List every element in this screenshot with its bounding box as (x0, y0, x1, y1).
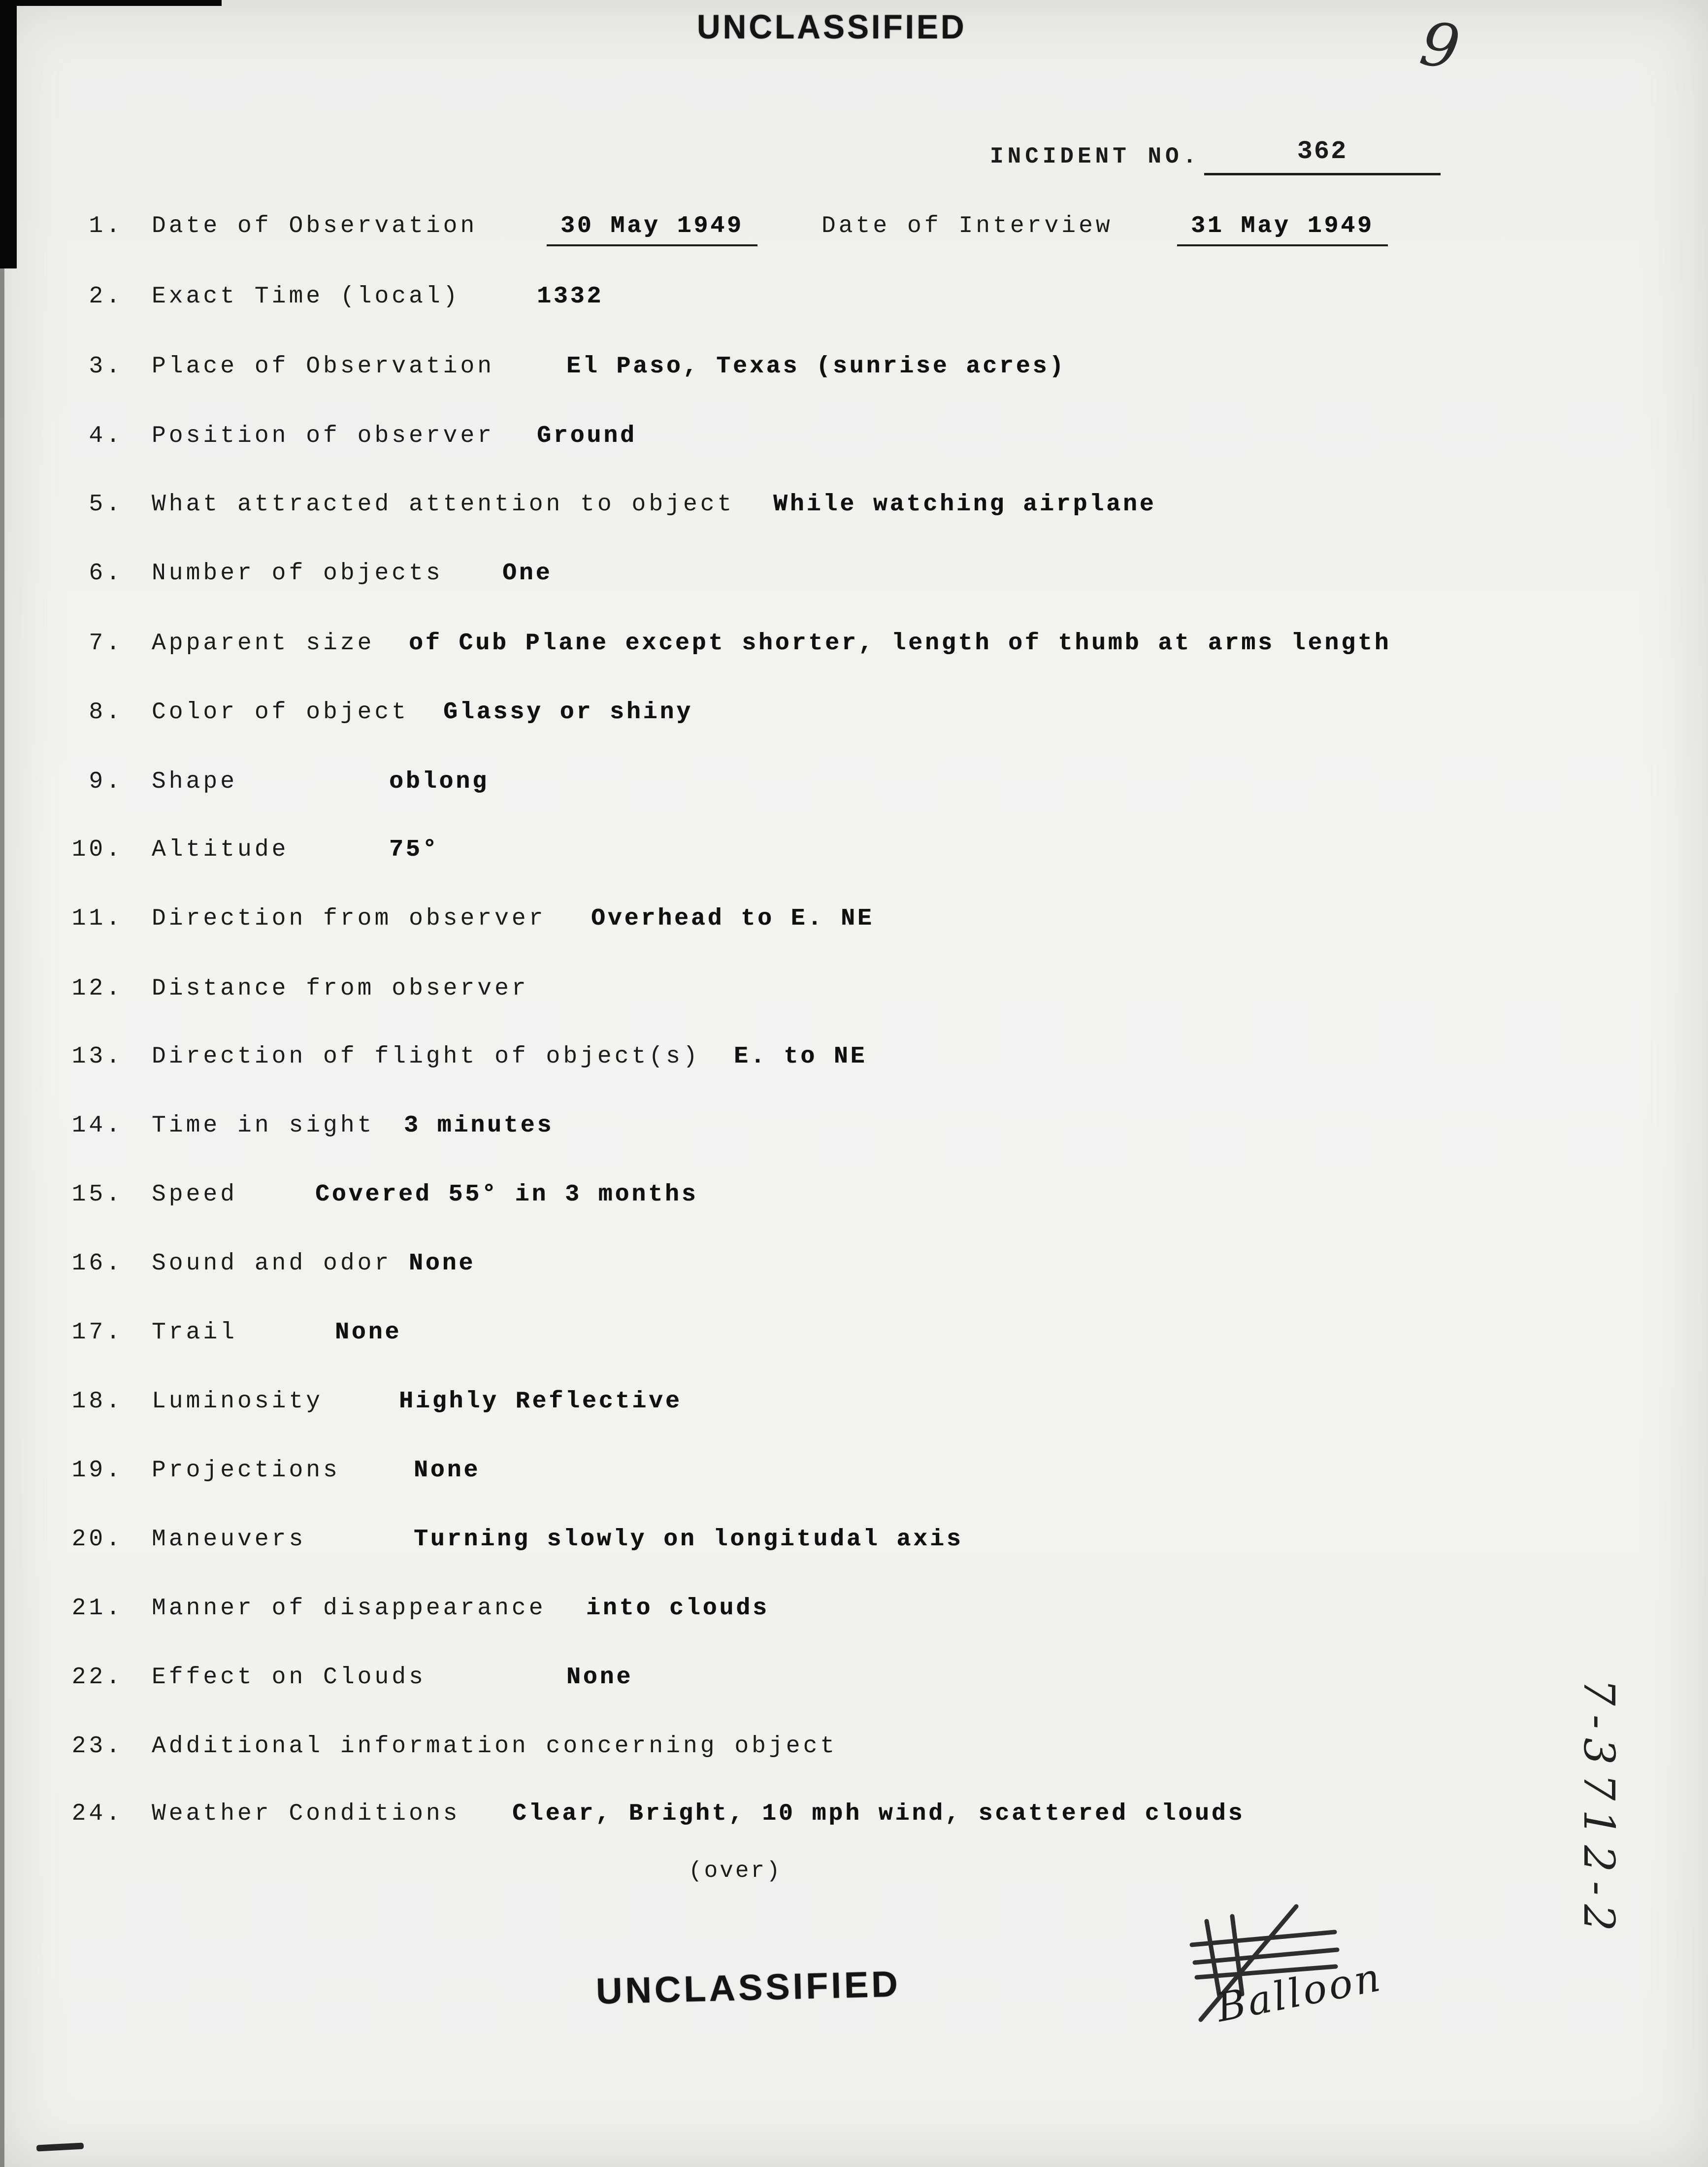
field-label: Trail (152, 1319, 238, 1346)
form-row (0, 699, 1708, 761)
item-number: 14. (71, 1112, 123, 1139)
field-value: of Cub Plane except shorter, length of thumb at arms length (409, 630, 1391, 657)
field-label: Effect on Clouds (152, 1664, 426, 1691)
item-number: 12. (71, 975, 123, 1002)
field-label: Exact Time (local) (152, 283, 460, 310)
handwritten-file-number: 7-3712-2 (1574, 1679, 1623, 1940)
field-label: Distance from observer (152, 975, 529, 1002)
field-label: Maneuvers (152, 1526, 306, 1553)
field-value: None (409, 1250, 476, 1277)
field-label: Speed (152, 1181, 238, 1208)
item-number: 1. (89, 213, 123, 239)
incident-no-label: INCIDENT NO. (990, 144, 1201, 169)
form-row (0, 1526, 1708, 1588)
field-value: Ground (537, 423, 637, 449)
form-row (0, 1043, 1708, 1105)
field-value: Turning slowly on longitudal axis (414, 1526, 963, 1553)
form-row (0, 975, 1708, 1037)
item-number: 13. (71, 1043, 123, 1070)
field-label: Apparent size (152, 630, 375, 657)
field-value: 3 minutes (404, 1112, 554, 1139)
form-row (0, 560, 1708, 622)
field-value: E. to NE (734, 1043, 867, 1070)
item-number: 16. (71, 1250, 123, 1277)
field-label: Number of objects (152, 560, 443, 587)
field-value: oblong (389, 768, 489, 795)
item-number: 19. (71, 1457, 123, 1484)
form-row (0, 353, 1708, 415)
field-label: Place of Observation (152, 353, 495, 380)
classification-stamp-top: UNCLASSIFIED (697, 7, 967, 46)
incident-no-value: 362 (1204, 137, 1441, 175)
field-value: 30 May 1949 (547, 213, 757, 246)
item-number: 10. (71, 836, 123, 863)
field-value: Glassy or shiny (443, 699, 693, 726)
form-row (0, 1388, 1708, 1450)
form-row (0, 1319, 1708, 1381)
form-row (0, 423, 1708, 484)
item-number: 24. (71, 1800, 123, 1827)
field-label: Additional information concerning object (152, 1733, 838, 1760)
scan-edge-artifact (36, 2142, 84, 2151)
field-label: Time in sight (152, 1112, 375, 1139)
form-row (0, 836, 1708, 898)
over-note: (over) (689, 1858, 782, 1884)
item-number: 7. (89, 630, 123, 657)
item-number: 3. (89, 353, 123, 380)
item-number: 6. (89, 560, 123, 587)
field-value: Highly Reflective (399, 1388, 682, 1415)
item-number: 20. (71, 1526, 123, 1553)
form-row (0, 630, 1708, 692)
field-label: Weather Conditions (152, 1800, 460, 1827)
field-label: Sound and odor (152, 1250, 392, 1277)
form-row (0, 491, 1708, 553)
scan-edge-artifact (0, 0, 222, 6)
form-row (0, 1664, 1708, 1726)
handwritten-balloon-note: Balloon (1213, 1954, 1386, 2031)
field-value: None (414, 1457, 481, 1484)
form-row (0, 283, 1708, 345)
form-row (0, 768, 1708, 830)
item-number: 4. (89, 423, 123, 449)
form-row (0, 1112, 1708, 1174)
field-label: Position of observer (152, 423, 495, 449)
field-value: into clouds (586, 1595, 769, 1622)
form-row (0, 1250, 1708, 1312)
form-row (0, 905, 1708, 967)
item-number: 2. (89, 283, 123, 310)
form-row (0, 1595, 1708, 1657)
form-row (0, 1181, 1708, 1243)
item-number: 22. (71, 1664, 123, 1691)
item-number: 5. (89, 491, 123, 518)
field-value: One (502, 560, 553, 587)
field-value: El Paso, Texas (sunrise acres) (566, 353, 1066, 380)
field-label: Luminosity (152, 1388, 324, 1415)
item-number: 11. (71, 905, 123, 932)
field-value: None (335, 1319, 402, 1346)
field-label: Shape (152, 768, 238, 795)
field-label: Color of object (152, 699, 409, 726)
field-value: Clear, Bright, 10 mph wind, scattered clouds (512, 1800, 1245, 1827)
item-number: 23. (71, 1733, 123, 1760)
field-value: While watching airplane (773, 491, 1156, 518)
field-value: Overhead to E. NE (591, 905, 874, 932)
form-row (0, 213, 1708, 274)
field-value: 75° (389, 836, 439, 863)
form-row (0, 1800, 1708, 1862)
item-number: 18. (71, 1388, 123, 1415)
field-label: Altitude (152, 836, 289, 863)
item-number: 9. (89, 768, 123, 795)
field-label: Date of Interview (821, 213, 1113, 239)
field-label: Direction from observer (152, 905, 546, 932)
item-number: 21. (71, 1595, 123, 1622)
form-row (0, 1733, 1708, 1795)
classification-stamp-bottom: UNCLASSIFIED (595, 1963, 901, 2012)
field-label: Manner of disappearance (152, 1595, 546, 1622)
field-value: None (566, 1664, 633, 1691)
item-number: 15. (71, 1181, 123, 1208)
field-label: Direction of flight of object(s) (152, 1043, 700, 1070)
field-value: 31 May 1949 (1177, 213, 1388, 246)
field-value: Covered 55° in 3 months (315, 1181, 698, 1208)
field-label: What attracted attention to object (152, 491, 735, 518)
item-number: 8. (89, 699, 123, 726)
field-label: Projections (152, 1457, 340, 1484)
handwritten-page-number: 9 (1415, 8, 1465, 84)
field-value: 1332 (537, 283, 604, 310)
field-label: Date of Observation (152, 213, 478, 239)
item-number: 17. (71, 1319, 123, 1346)
form-row (0, 1457, 1708, 1519)
